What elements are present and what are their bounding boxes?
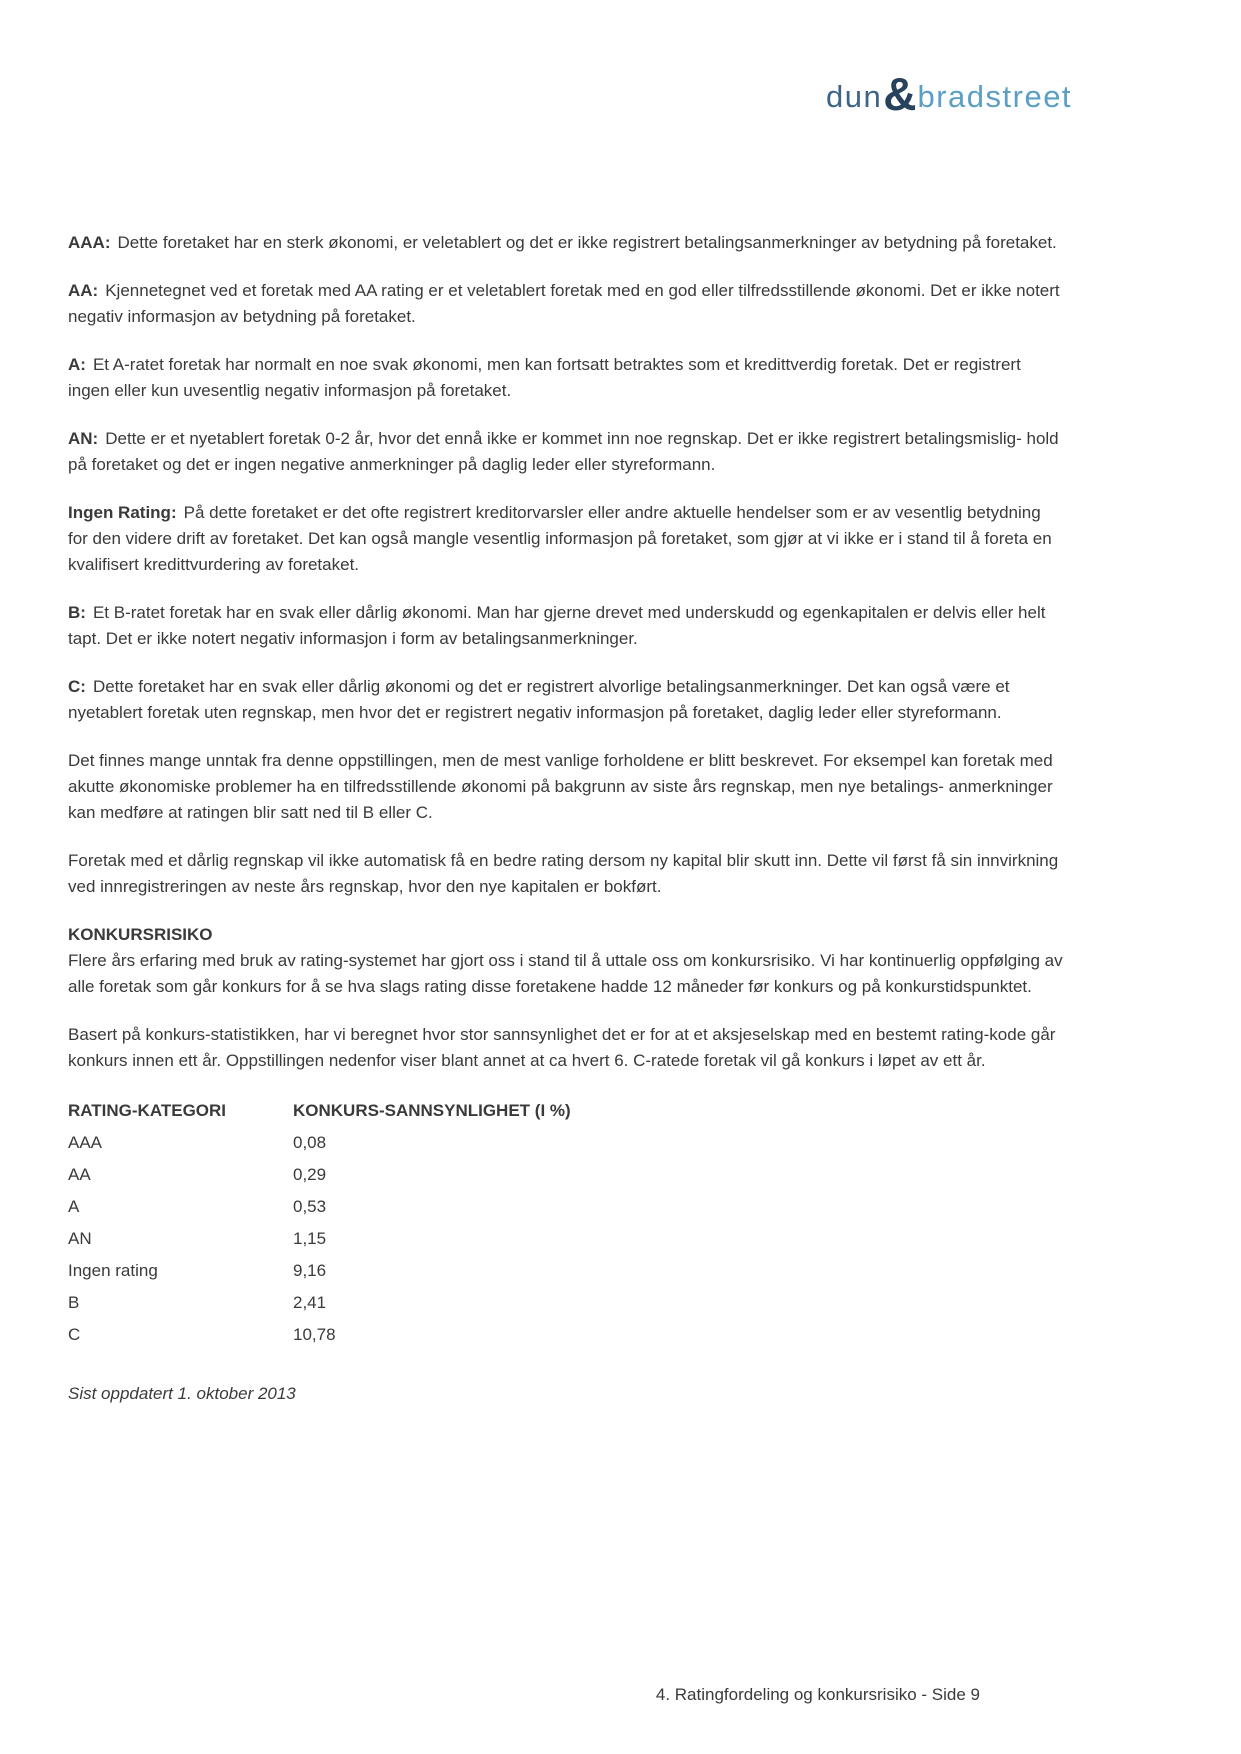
rating-paragraph-aaa: [68, 230, 1063, 256]
table-cell-value: 0,29: [293, 1165, 327, 1184]
rating-text-a: Et A-ratet foretak har normalt en noe svak økonomi, men kan fortsatt betraktes som et kredittverdig foretak. Det er registrert ingen eller kun uvesentlig negativ informasjon på foretaket.: [68, 355, 1021, 400]
table-row: [68, 1191, 1063, 1223]
table-row: [68, 1159, 1063, 1191]
rating-label-aaa: AAA:: [68, 233, 111, 252]
rating-text-an: Dette er et nyetablert foretak 0-2 år, hvor det ennå ikke er kommet inn noe regnskap. Det er ikke registrert betalingsmislig- hold på foretaket og det er ingen negative anmerkninger på daglig leder eller styreformann.: [68, 429, 1059, 474]
capital-injection-paragraph: Foretak med et dårlig regnskap vil ikke automatisk få en bedre rating dersom ny kapital blir skutt inn. Dette vil først få sin innvirkning ved innregistreringen av neste års regnskap, hvor den nye kapitalen er bokført.: [68, 851, 1059, 896]
table-cell-value: 1,15: [293, 1229, 327, 1248]
rating-paragraph-an: [68, 426, 1063, 478]
table-cell-value: 9,16: [293, 1261, 327, 1280]
table-cell-category: AA: [68, 1165, 91, 1184]
rating-paragraph-ingen-rating: [68, 500, 1063, 578]
table-row: [68, 1223, 1063, 1255]
rating-label-b: B:: [68, 603, 86, 622]
rating-paragraph-aa: [68, 278, 1063, 330]
table-row: [68, 1319, 1063, 1351]
table-header-konkurs-sannsynlighet: KONKURS-SANNSYNLIGHET (I %): [293, 1101, 571, 1120]
rating-label-an: AN:: [68, 429, 99, 448]
dun-bradstreet-logo: [826, 70, 1072, 124]
rating-probability-table: [68, 1098, 1063, 1351]
table-cell-category: A: [68, 1197, 80, 1216]
rating-paragraph-b: [68, 600, 1063, 652]
rating-label-a: A:: [68, 355, 86, 374]
table-cell-value: 0,53: [293, 1197, 327, 1216]
table-cell-value: 0,08: [293, 1133, 327, 1152]
logo-ampersand-icon: &: [883, 68, 917, 120]
rating-paragraph-c: [68, 674, 1063, 726]
rating-text-c: Dette foretaket har en svak eller dårlig økonomi og det er registrert alvorlige betalingsanmerkninger. Det kan også være et nyetablert foretak uten regnskap, men hvor det er registrert negativ informasjon på foretaket, daglig leder eller styreformann.: [68, 677, 1010, 722]
rating-label-ingen-rating: Ingen Rating:: [68, 503, 177, 522]
rating-text-ingen-rating: På dette foretaket er det ofte registrert kreditorvarsler eller andre aktuelle hendelser som er av vesentlig betydning for den videre drift av foretaket. Det kan også mangle vesentlig informasjon på foretaket, som gjør at vi ikke er i stand til å foreta en kvalifisert kredittvurdering av foretaket.: [68, 503, 1052, 574]
rating-text-b: Et B-ratet foretak har en svak eller dårlig økonomi. Man har gjerne drevet med underskudd og egenkapitalen er delvis eller helt tapt. Det er ikke notert negativ informasjon i form av betalingsanmerkninger.: [68, 603, 1046, 648]
last-updated-note: Sist oppdatert 1. oktober 2013: [68, 1384, 296, 1403]
rating-text-aa: Kjennetegnet ved et foretak med AA rating er et veletablert foretak med en god eller tilfredsstillende økonomi. Det er ikke notert negativ informasjon av betydning på foretaket.: [68, 281, 1060, 326]
page-footer: 4. Ratingfordeling og konkursrisiko - Side 9: [655, 1685, 980, 1704]
table-row: [68, 1255, 1063, 1287]
konkursrisiko-heading: KONKURSRISIKO: [68, 925, 213, 944]
table-cell-category: Ingen rating: [68, 1261, 158, 1280]
konkursrisiko-paragraph-2: Basert på konkurs-statistikken, har vi beregnet hvor stor sannsynlighet det er for at et aksjeselskap med en bestemt rating-kode går konkurs innen ett år. Oppstillingen nedenfor viser blant annet at ca hvert 6. C-ratede foretak vil gå konkurs i løpet av ett år.: [68, 1025, 1056, 1070]
table-cell-value: 2,41: [293, 1293, 327, 1312]
table-row: [68, 1127, 1063, 1159]
table-cell-value: 10,78: [293, 1325, 336, 1344]
table-cell-category: B: [68, 1293, 80, 1312]
table-header-rating-category: RATING-KATEGORI: [68, 1101, 227, 1120]
rating-label-c: C:: [68, 677, 86, 696]
rating-label-aa: AA:: [68, 281, 99, 300]
konkursrisiko-paragraph-1: Flere års erfaring med bruk av rating-systemet har gjort oss i stand til å uttale oss om konkursrisiko. Vi har kontinuerlig oppfølging av alle foretak som går konkurs for å se hva slags rating disse foretakene hadde 12 måneder før konkurs og på konkurstidspunktet.: [68, 951, 1063, 996]
logo-text-dun: dun: [826, 79, 883, 114]
exceptions-paragraph: Det finnes mange unntak fra denne oppstillingen, men de mest vanlige forholdene er blitt beskrevet. For eksempel kan foretak med akutte økonomiske problemer ha en tilfredsstillende økonomi på bakgrunn av siste års regnskap, men nye betalings- anmerkninger kan medføre at ratingen blir satt ned til B eller C.: [68, 751, 1053, 822]
table-cell-category: C: [68, 1325, 81, 1344]
table-row: [68, 1287, 1063, 1319]
table-cell-category: AN: [68, 1229, 92, 1248]
logo-text-bradstreet: bradstreet: [917, 79, 1073, 114]
table-header-row: [68, 1098, 1063, 1124]
rating-paragraph-a: [68, 352, 1063, 404]
rating-text-aaa: Dette foretaket har en sterk økonomi, er veletablert og det er ikke registrert betalingsanmerkninger av betydning på foretaket.: [117, 233, 1057, 252]
document-body: [68, 230, 1063, 1407]
table-cell-category: AAA: [68, 1133, 103, 1152]
